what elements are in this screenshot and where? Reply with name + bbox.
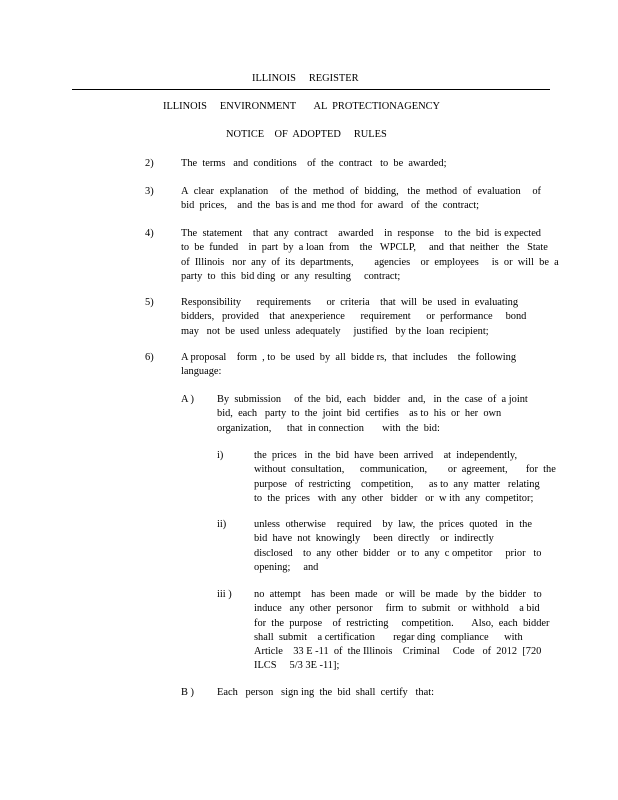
text-line: organization, that in connection with the bid: [217, 422, 440, 434]
text-line: Each person sign ing the bid shall certify that: [217, 687, 435, 698]
text-line: The statement that any contract awarded in response to the bid is expected [181, 228, 541, 239]
text-line: for the purpose of restricting competition. Also, each bidder [254, 617, 550, 629]
item-number: 6) [145, 352, 154, 363]
text-line: shall submit a certification regar ding compliance with [254, 631, 523, 643]
clause-text [254, 449, 556, 506]
item-number: 3) [145, 186, 154, 197]
text-line: of Illinois nor any of its departments, agencies or employees is or will be a [181, 256, 559, 268]
clause-label: ii) [217, 519, 227, 530]
text-line: The terms and conditions of the contract to be awarded; [181, 158, 447, 169]
header-rule [72, 89, 550, 90]
text-line: bidders, provided that anexperience requirement or performance bond [181, 311, 527, 323]
text-line: unless otherwise required by law, the prices quoted in the [254, 519, 532, 530]
text-line: Article 33 E -11 of the Illinois Criminal Code of 2012 [720 [254, 646, 542, 658]
text-line: purpose of restricting competition, as to any matter relating [254, 478, 540, 490]
item-text [181, 227, 559, 284]
text-line: bid have not knowingly been directly or indirectly [254, 533, 494, 545]
text-line: disclosed to any other bidder or to any c ompetitor prior to [254, 547, 542, 559]
text-line: may not be used unless adequately justified by the loan recipient; [181, 325, 489, 337]
text-line: party to this bid ding or any resulting contract; [181, 270, 401, 282]
text-line: to be funded in part by a loan from the WPCLP, and that neither the State [181, 242, 548, 254]
text-line: opening; and [254, 561, 319, 573]
text-line: no attempt has been made or will be made by the bidder to [254, 589, 542, 600]
item-text [181, 185, 541, 214]
subitem-label: B ) [181, 687, 194, 698]
clause-label: i) [217, 450, 224, 461]
text-line: ILCS 5/3 3E -11]; [254, 660, 340, 672]
subitem-label: A ) [181, 394, 194, 405]
text-line: By submission of the bid, each bidder and, in the case of a joint [217, 394, 528, 405]
subitem-text [217, 393, 528, 436]
text-line: the prices in the bid have been arrived at independently, [254, 450, 518, 461]
text-line: language: [181, 366, 222, 378]
item-number: 5) [145, 297, 154, 308]
text-line: bid, each party to the joint bid certifies as to his or her own [217, 408, 502, 420]
agency-title: ILLINOIS ENVIRONMENT AL PROTECTIONAGENCY [163, 101, 441, 112]
clause-text [254, 588, 550, 674]
clause-text [254, 518, 542, 575]
item-number: 2) [145, 158, 154, 169]
item-text [181, 157, 541, 171]
text-line: without consultation, communication, or agreement, for the [254, 464, 556, 476]
clause-label: iii ) [217, 589, 232, 600]
text-line: bid prices, and the bas is and me thod for award of the contract; [181, 200, 480, 212]
item-number: 4) [145, 228, 154, 239]
subitem-text [217, 686, 517, 700]
register-title: ILLINOIS REGISTER [252, 73, 359, 84]
notice-title: NOTICE OF ADOPTED RULES [226, 129, 387, 140]
text-line: to the prices with any other bidder or w ith any competitor; [254, 492, 534, 504]
text-line: A proposal form , to be used by all bidde rs, that includes the following [181, 352, 517, 363]
text-line: Responsibility requirements or criteria that will be used in evaluating [181, 297, 519, 308]
item-text [181, 351, 517, 380]
text-line: induce any other personor firm to submit or withhold a bid [254, 603, 540, 615]
text-line: A clear explanation of the method of bidding, the method of evaluation of [181, 186, 541, 197]
item-text [181, 296, 527, 339]
